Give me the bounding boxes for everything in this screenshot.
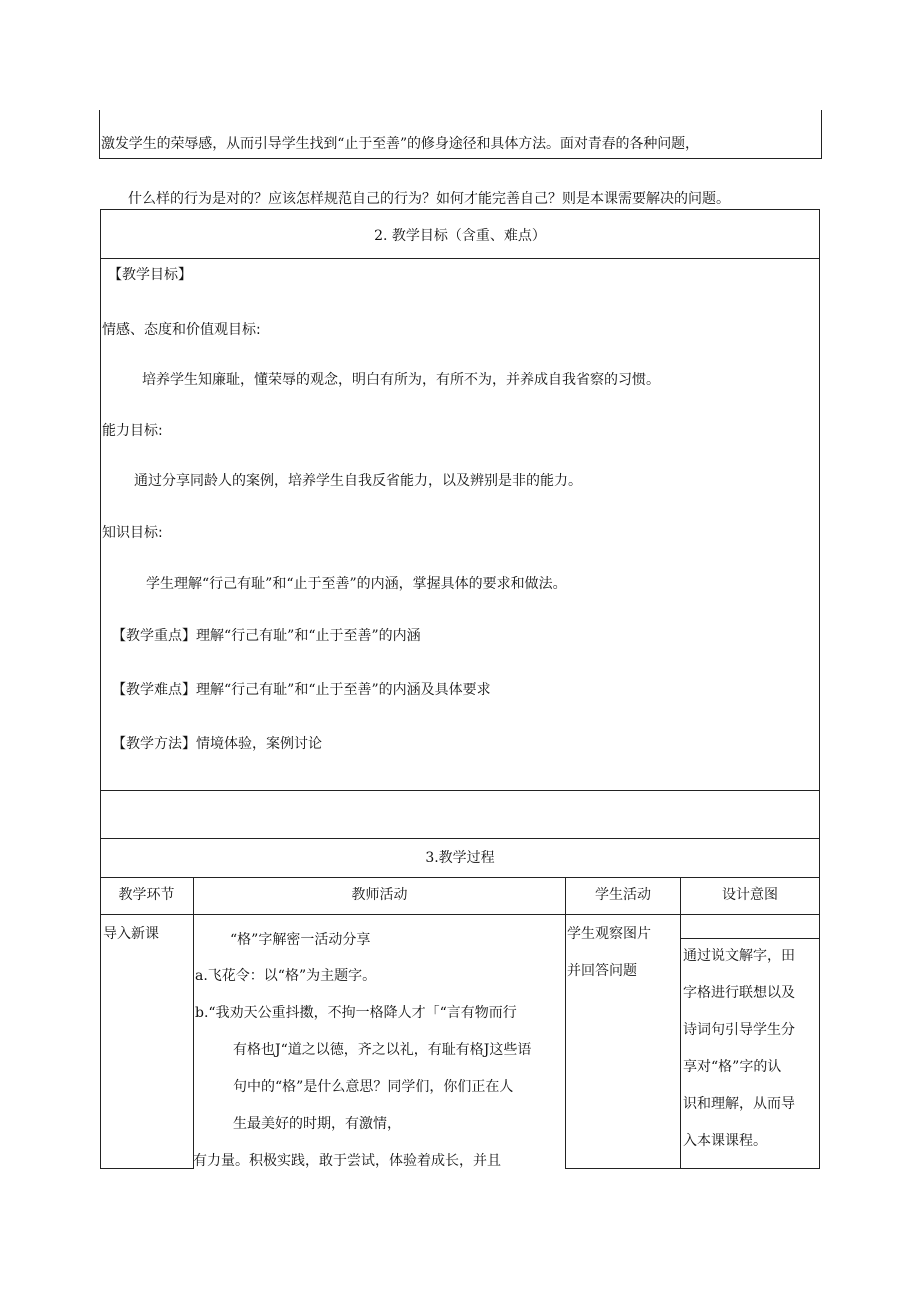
section2-bottom-divider [100, 790, 820, 791]
design-line: 享对“格”字的认 [683, 1059, 782, 1075]
section3-header-divider [100, 877, 820, 878]
key-text: 理解“行己有耻”和“止于至善”的内涵 [196, 628, 421, 644]
student-line: 并回答问题 [567, 963, 637, 979]
section2-header: 2. 教学目标（含重、难点） [374, 228, 546, 244]
difficult-point [112, 680, 491, 700]
ability-text: 通过分享同龄人的案例，培养学生自我反省能力，以及辨别是非的能力。 [134, 473, 582, 489]
emotion-heading: 情感、态度和价值观目标: [102, 322, 261, 338]
col-divider-2 [565, 877, 566, 1169]
design-line: 通过说文解字，田 [683, 948, 795, 964]
knowledge-text: 学生理解“行己有耻”和“止于至善”的内涵，掌握具体的要求和做法。 [146, 576, 567, 592]
table-right-border [819, 209, 820, 1169]
difficult-label: 【教学难点】 [112, 682, 196, 698]
difficult-text: 理解“行己有耻”和“止于至善”的内涵及具体要求 [196, 682, 491, 698]
section3-header: 3.教学过程 [425, 850, 495, 866]
teaching-method [112, 734, 322, 754]
top-box-left-border [99, 110, 100, 158]
emotion-text: 培养学生知廉耻，懂荣辱的观念，明白有所为，有所不为，并养成自我省察的习惯。 [142, 372, 660, 388]
empty-row-divider [100, 838, 820, 839]
stage-cell: 导入新课 [103, 926, 159, 942]
table-top-border [100, 209, 820, 210]
top-box-bottom-border [99, 158, 822, 159]
design-inner-top-border [680, 938, 819, 939]
ability-heading: 能力目标: [102, 423, 163, 439]
section2-header-divider [100, 258, 820, 259]
intro-line-1: 激发学生的荣辱感，从而引导学生找到“止于至善”的修身途径和具体方法。面对青春的各种问题， [101, 136, 699, 152]
bottom-border-right [565, 1168, 820, 1169]
design-line: 入本课课程。 [683, 1133, 767, 1149]
design-line: 字格进行联想以及 [683, 985, 795, 1001]
col-divider-3 [680, 877, 681, 1169]
intro-line-2: 什么样的行为是对的？应该怎样规范自己的行为？如何才能完善自己？则是本课需要解决的问题。 [128, 191, 730, 207]
bottom-border-stage [100, 1168, 193, 1169]
column-header-divider [100, 914, 820, 915]
page-bottom-mask [100, 1169, 820, 1189]
method-label: 【教学方法】 [112, 736, 196, 752]
teacher-line: 有格也J“道之以德，齐之以礼，有耻有格J这些语 [233, 1042, 532, 1058]
design-line: 识和理解，从而导 [683, 1096, 795, 1112]
col-header-design: 设计意图 [722, 887, 778, 903]
col-header-stage: 教学环节 [118, 887, 175, 903]
teacher-line: 生最美好的时期，有激情， [233, 1116, 401, 1132]
key-point [112, 626, 421, 646]
key-label: 【教学重点】 [112, 628, 196, 644]
col-header-teacher: 教师活动 [351, 887, 408, 903]
teacher-line: a.飞花令：以“格”为主题字。 [195, 968, 377, 984]
goal-heading: 【教学目标】 [108, 267, 192, 283]
table-left-border [100, 209, 101, 1169]
teacher-line: 有力量。积极实践，敢于尝试，体验着成长，并且 [193, 1153, 501, 1169]
teacher-line: b.“我劝天公重抖擞，不拘一格降人才「“言有物而行 [195, 1005, 517, 1021]
method-text: 情境体验，案例讨论 [196, 736, 322, 752]
teacher-line: “格”字解密一活动分享 [230, 932, 371, 948]
col-divider-1 [193, 877, 194, 1169]
top-box-right-border [821, 110, 822, 158]
teacher-line: 句中的“格”是什么意思？同学们，你们正在人 [233, 1079, 514, 1095]
col-header-student: 学生活动 [595, 887, 651, 903]
design-line: 诗词句引导学生分 [683, 1022, 795, 1038]
student-line: 学生观察图片 [567, 926, 651, 942]
knowledge-heading: 知识目标: [102, 525, 163, 541]
